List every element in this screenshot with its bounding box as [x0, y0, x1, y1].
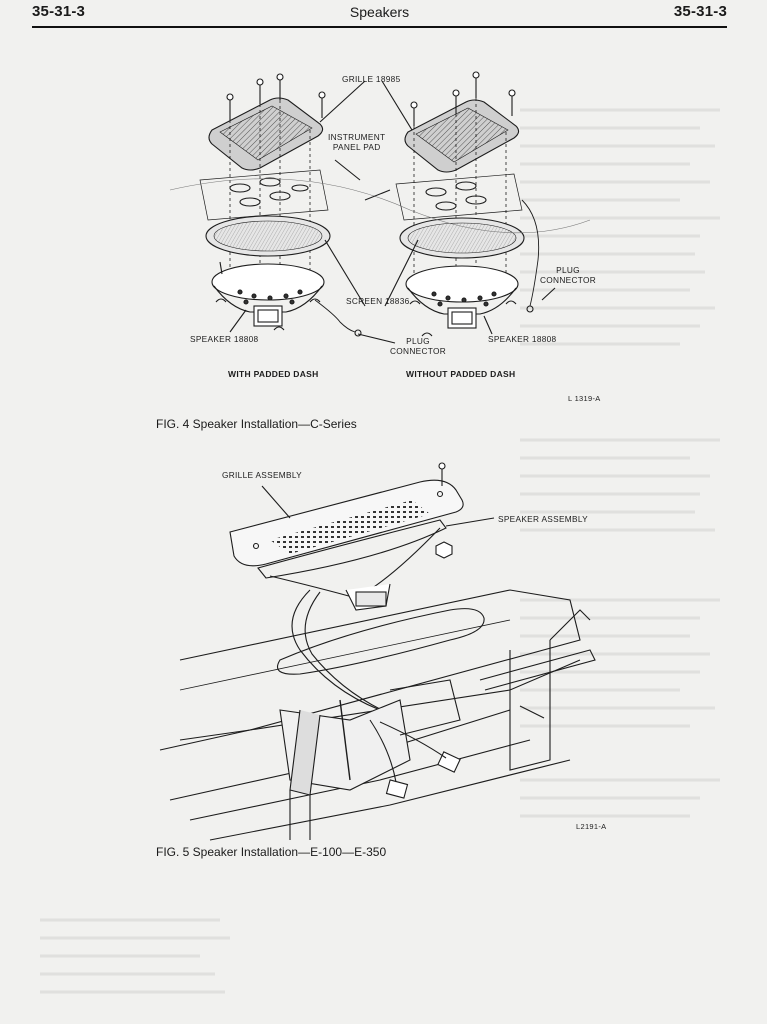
label-screen: SCREEN 18836: [346, 296, 410, 306]
caption-fig5: FIG. 5 Speaker Installation—E-100—E-350: [156, 845, 387, 859]
page-header: [32, 0, 727, 28]
label-grille-assembly: GRILLE ASSEMBLY: [222, 470, 302, 480]
section-code-right: 35-31-3: [673, 3, 727, 20]
label-speaker-left: SPEAKER 18808: [190, 334, 259, 344]
figure-4: [150, 60, 610, 410]
figure-5: [150, 460, 620, 845]
section-code-left: 35-31-3: [32, 3, 86, 20]
drawing-code-fig4: L 1319-A: [568, 394, 601, 403]
label-instrument-panel-pad: INSTRUMENT PANEL PAD: [328, 132, 386, 152]
fig4-exploded-diagram: [150, 60, 610, 410]
caption-fig4: FIG. 4 Speaker Installation—C-Series: [156, 417, 357, 431]
label-plug-connector-right: PLUG CONNECTOR: [540, 265, 597, 285]
label-plug-connector-bottom: PLUG CONNECTOR: [390, 336, 447, 356]
subcaption-with-padded-dash: WITH PADDED DASH: [228, 369, 319, 379]
page-title: Speakers: [349, 4, 410, 20]
label-speaker-assembly: SPEAKER ASSEMBLY: [498, 514, 588, 524]
label-grille: GRILLE 18985: [342, 74, 401, 84]
drawing-code-fig5: L2191-A: [576, 822, 607, 831]
subcaption-without-padded-dash: WITHOUT PADDED DASH: [406, 369, 516, 379]
label-speaker-right: SPEAKER 18808: [488, 334, 557, 344]
